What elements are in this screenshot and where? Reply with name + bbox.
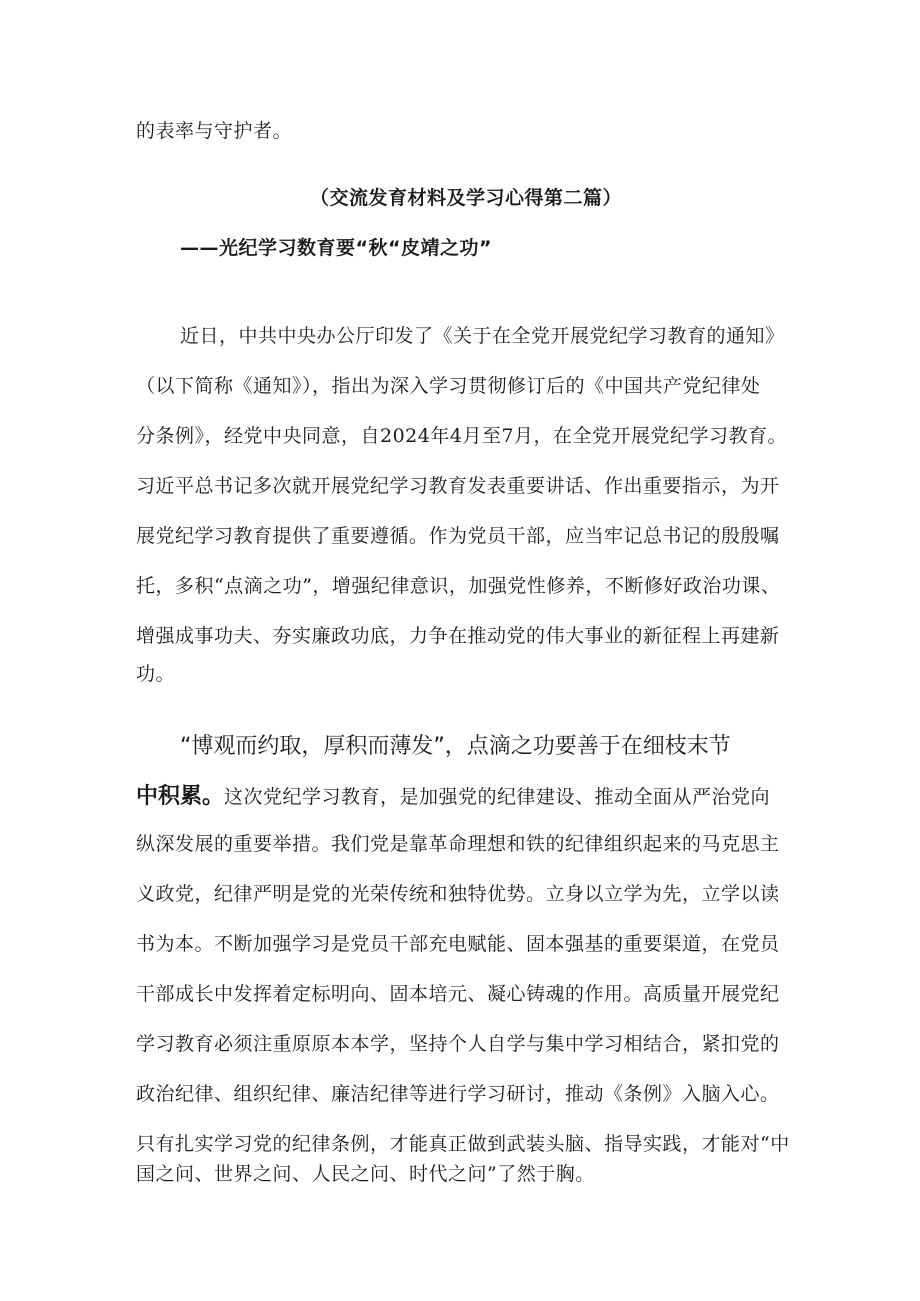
- paragraph2-line: 书为本。不断加强学习是党员干部充电赋能、固本强基的重要渠道，在党员: [136, 933, 780, 955]
- paragraph2-line: 只有扎实学习党的纪律条例，才能真正做到武装头脑、指导实践，才能对“中: [136, 1133, 790, 1155]
- top-fragment-text: 的表率与守护者。: [136, 120, 293, 142]
- paragraph2-line: 义政党，纪律严明是党的光荣传统和独特优势。立身以立学为先，立学以读: [136, 883, 780, 905]
- paragraph1-line: 习近平总书记多次就开展党纪学习教育发表重要讲话、作出重要指示，为开: [136, 475, 780, 497]
- paragraph2-heading: “博观而约取，厚积而薄发”，点滴之功要善于在细枝末节: [180, 734, 731, 759]
- paragraph2-line: 政治纪律、组织纪律、廉洁纪律等进行学习研讨，推动《条例》入脑入心。: [136, 1083, 780, 1105]
- paragraph2-line: 干部成长中发挥着定标明向、固本培元、凝心铸魂的作用。高质量开展党纪: [136, 983, 780, 1005]
- paragraph1-line: （以下简称《通知》），指出为深入学习贯彻修订后的《中国共产党纪律处: [136, 375, 761, 397]
- paragraph2-line: 学习教育必须注重原原本本学，坚持个人自学与集中学习相结合，紧扣党的: [136, 1033, 780, 1055]
- section-title: （交流发育材料及学习心得第二篇）: [309, 187, 622, 209]
- paragraph1-line: 增强成事功夫、夯实廉政功底，力争在推动党的伟大事业的新征程上再建新: [136, 625, 780, 647]
- paragraph2-first-sentence: 这次党纪学习教育，是加强党的纪律建设、推动全面从严治党向: [224, 786, 771, 808]
- paragraph2-line: 纵深发展的重要举措。我们党是靠革命理想和铁的纪律组织起来的马克思主: [136, 833, 780, 855]
- paragraph1-line: 功。: [136, 663, 176, 685]
- paragraph1-line: 展党纪学习教育提供了重要遵循。作为党员干部，应当牢记总书记的殷殷嘱: [136, 525, 780, 547]
- subtitle: ——光纪学习数育要“秋“皮靖之功”: [180, 237, 492, 259]
- paragraph1-line: 托，多积“点滴之功”，增强纪律意识，加强党性修养，不断修好政治功课、: [136, 575, 781, 597]
- paragraph2-line: 国之问、世界之问、人民之问、时代之问”了然于胸。: [136, 1163, 595, 1185]
- paragraph2-heading-line2: [136, 782, 796, 812]
- paragraph1-line: 近日，中共中央办公厅印发了《关于在全党开展党纪学习教育的通知》: [180, 325, 785, 347]
- paragraph2-heading-end: 中积累。: [136, 784, 225, 809]
- paragraph1-line: 分条例》，经党中央同意，自2024年4月至7月，在全党开展党纪学习教育。: [136, 425, 788, 447]
